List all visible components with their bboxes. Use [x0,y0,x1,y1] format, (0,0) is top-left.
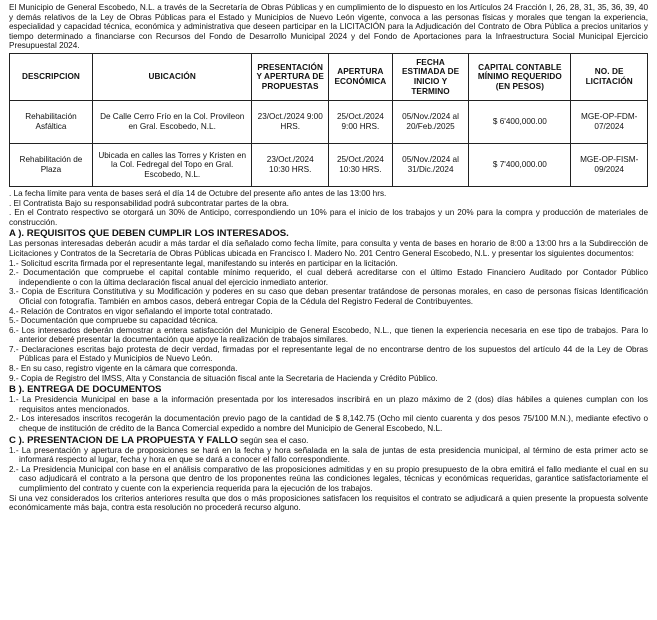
list-item: 6.- Los interesados deberán demostrar a entera satisfacción del Municipio de General Escobedo, N.L., que tienen la experiencia necesaria en ese tipo de trabajos. Para lo anterior deberé presentar la documentación que apoye la realización de trabajos similares. [9,325,648,345]
header-presentacion: PRESENTACIÓN Y APERTURA DE PROPUESTAS [252,53,329,100]
notes-block [9,189,648,227]
cell-ubicacion: De Calle Cerro Frío en la Col. Provileon en Gral. Escobedo, N.L. [92,100,252,143]
section-c-list [9,446,648,494]
cell-ubicacion: Ubicada en calles las Torres y Kristen en la Col. Fedregal del Topo en Gral. Escobedo, N.L. [92,143,252,186]
table-row [10,100,648,143]
section-a-intro: Las personas interesadas deberán acudir a más tardar el día señalado como fecha límite, para consulta y venta de bases en horario de 8:00 a 13:00 hrs a la Subdirección de Licitaciones y Contratos de la Secretaría de Obras Públicas ubicada en Francisco I. Madero No. 201 Centro General Escobedo, N.L. y presentar los siguientes documentos: [9,239,648,258]
table-header-row [10,53,648,100]
cell-descripcion: Rehabilitación Asfáltica [10,100,93,143]
note-item: . La fecha límite para venta de bases será el día 14 de Octubre del presente año antes de las 13:00 hrs. [9,188,387,198]
intro-paragraph: El Municipio de General Escobedo, N.L. a través de la Secretaría de Obras Públicas y en cumplimiento de lo dispuesto en los Artículos 24 Fracción I, 26, 28, 31, 35, 36, 39, 40 y demás relativos de la Ley de Obras Públicas para el Estado y Municipios de Nuevo León vigente, convoca a las personas físicas y morales que tengan la experiencia, especialidad y capacidad técnica, económica y administrativa que deseen participar en la LICITACIÓN para la Adjudicación del Contrato de Obra Pública a precios unitarios y tiempo determinado a financiarse con Recursos del Fondo de Desarrollo Municipal 2024 y del Fondo de Aportaciones para la Infraestructura Social Municipal Ejercicio Presupuestal 2024. [9,3,648,51]
cell-fecha: 05/Nov./2024 al 20/Feb./2025 [392,100,469,143]
list-item: 9.- Copia de Registro del IMSS, Alta y Constancia de situación fiscal ante la Secretaria de Hacienda y Crédito Público. [9,373,438,383]
cell-apertura: 25/Oct./2024 10:30 HRS. [328,143,392,186]
cell-fecha: 05/Nov./2024 al 31/Dic./2024 [392,143,469,186]
list-item: 4.- Relación de Contratos en vigor señalando el importe total contratado. [9,306,273,316]
cell-apertura: 25/Oct./2024 9:00 HRS. [328,100,392,143]
section-a-list [9,259,648,384]
header-ubicacion: UBICACIÓN [92,53,252,100]
table-row [10,143,648,186]
section-c-title: C ). PRESENTACION DE LA PROPUESTA Y FALLO [9,434,238,446]
cell-presentacion: 23/Oct./2024 9:00 HRS. [252,100,329,143]
list-item: 1.- La Presidencia Municipal en base a la información presentada por los interesados inscribirá en un plazo máximo de 2 (dos) días hábiles a quienes cumplan con los requisitos antes mencionados. [9,395,648,414]
section-c-heading [9,435,648,446]
list-item: 5.- Documentación que compruebe su capacidad técnica. [9,316,218,326]
cell-licitacion: MGE-OP-FDM-07/2024 [571,100,648,143]
section-a [9,228,648,383]
section-b [9,384,648,433]
list-item: 7.- Declaraciones escritas bajo protesta de decir verdad, firmadas por el representante legal de no encontrarse dentro de los supuestos del artículo 44 de la Ley de Obras Públicas para el Estado y Municipios de Nuevo León. [9,344,648,364]
list-item: 2.- Documentación que compruebe el capital contable mínimo requerido, el cual deberá acreditarse con el último Estado Financiero Auditado por Contador Público independiente o con la última declaración fiscal anual del ejercicio inmediato anterior. [9,268,648,287]
cell-descripcion: Rehabilitación de Plaza [10,143,93,186]
cell-capital: $ 7'400,000.00 [469,143,571,186]
list-item: 2.- La Presidencia Municipal con base en el análisis comparativo de las proposiciones admitidas y en su propio presupuesto de la obra emitirá el fallo mediante el cual en su caso adjudicará el contrato a la persona que dentro de los proponentes reúna las condiciones legales, técnicas y económicas requeridas, garantice satisfactoriamente el cumplimiento del contrato y cuente con la experiencia requerida para la ejecución de los trabajos. [9,464,648,493]
header-fecha: FECHA ESTIMADA DE INICIO Y TERMINO [392,53,469,100]
list-item: 3.- Copia de Escritura Constitutiva y su Modificación y poderes en su caso que deban presentar tratándose de personas morales, en caso de personas físicas Identificación Oficial con fotografía. También en ambos casos, deberá entregar Copia de la Cédula del Registro Federal de Contribuyentes. [9,287,648,306]
header-descripcion: DESCRIPCION [10,53,93,100]
cell-presentacion: 23/Oct./2024 10:30 HRS. [252,143,329,186]
list-item: 2.- Los interesados inscritos recogerán la documentación previo pago de la cantidad de $ 8,142.75 (Ocho mil ciento cuarenta y dos pesos 75/100 M.N.), mediante efectivo o cheque de institución de crédito de la Banca Comercial expedido a nombre del Municipio de General Escobedo, N.L. [9,414,648,434]
section-c-title-rest: según sea el caso. [237,435,309,445]
header-capital: CAPITAL CONTABLE MÍNIMO REQUERIDO (EN PESOS) [469,53,571,100]
cell-licitacion: MGE-OP-FISM-09/2024 [571,143,648,186]
header-apertura: APERTURA ECONÓMICA [328,53,392,100]
section-c [9,435,648,513]
note-item: . El Contratista Bajo su responsabilidad podrá subcontratar partes de la obra. [9,198,289,208]
note-item: . En el Contrato respectivo se otorgará un 30% de Anticipo, correspondiendo un 10% para el inicio de los trabajos y un 20% para la compra y producción de materiales de construcción. [9,208,648,227]
cell-capital: $ 6'400,000.00 [469,100,571,143]
header-licitacion: NO. DE LICITACIÓN [571,53,648,100]
list-item: 8.- En su caso, registro vigente en la cámara que corresponda. [9,364,238,374]
section-b-list [9,395,648,433]
list-item: 1.- Solicitud escrita firmada por el representante legal, manifestando su interés en participar en la licitación. [9,258,398,268]
list-item: 1.- La presentación y apertura de proposiciones se hará en la fecha y hora señalada en la sala de juntas de esta presidencia municipal, al término de esta primer acto se informará respecto al lugar, fecha y hora en que se dará a conocer el fallo correspondiente. [9,445,648,465]
section-c-closing: Si una vez considerados los criterios anteriores resulta que dos o más proposiciones satisfacen los requisitos el contrato se adjudicará a quien presente la propuesta solvente económicamente más baja, contra esta resolución no procederá recurso alguno. [9,493,648,513]
section-b-title: B ). ENTREGA DE DOCUMENTOS [9,384,162,396]
tender-table [9,53,648,187]
section-a-title: A ). REQUISITOS QUE DEBEN CUMPLIR LOS INTERESADOS. [9,228,289,240]
